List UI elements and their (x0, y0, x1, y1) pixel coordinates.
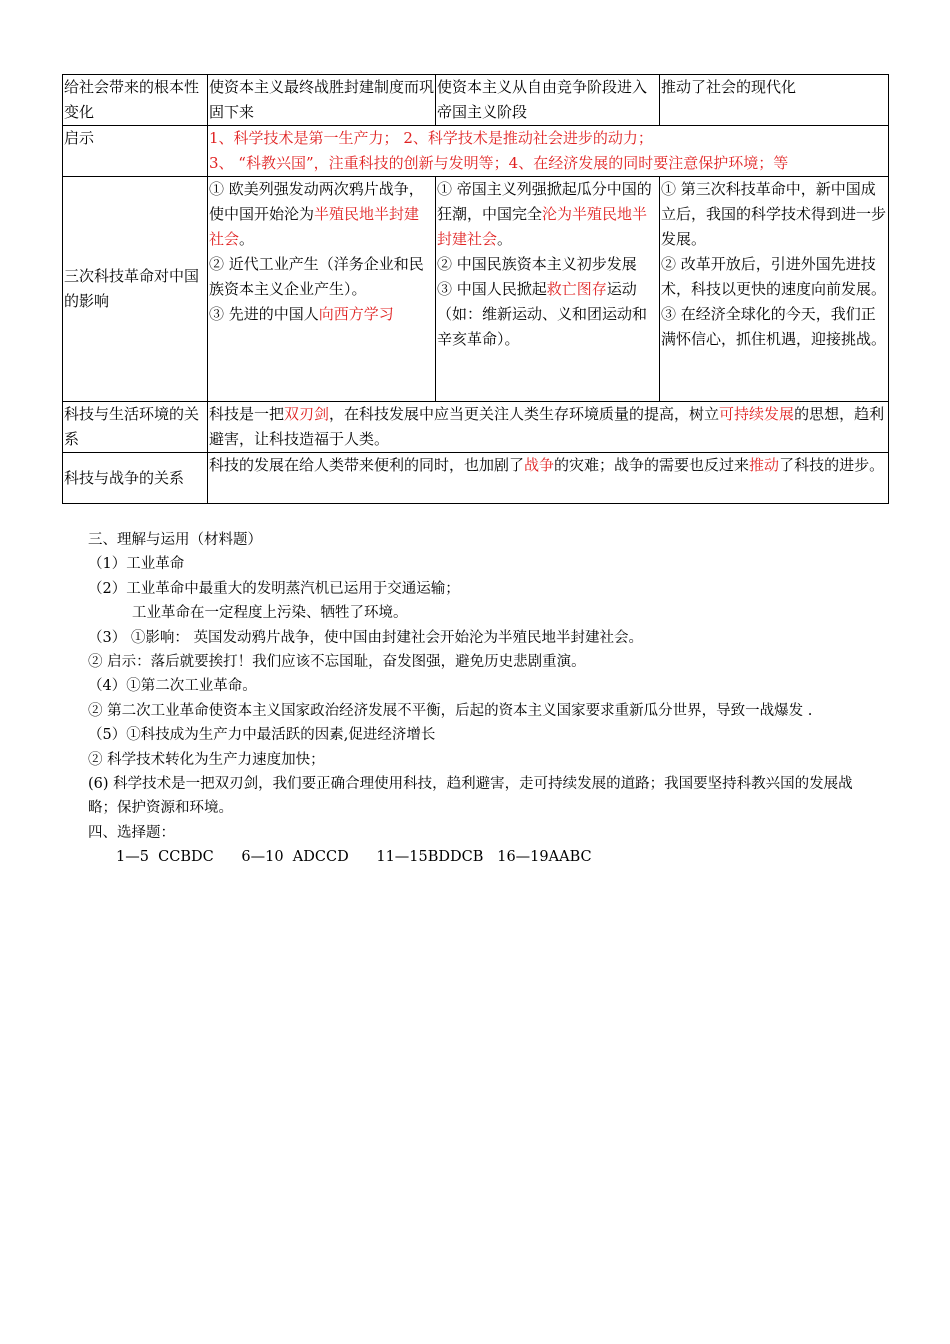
answer-section (88, 528, 878, 870)
row-label: 给社会带来的根本性变化 (63, 75, 208, 126)
text-span: 了科技的进步。 (779, 456, 885, 474)
section-heading: 四、选择题： (88, 824, 175, 841)
table-row (63, 126, 889, 177)
table-cell: 使资本主义从自由竞争阶段进入帝国主义阶段 (436, 75, 660, 126)
paragraph: ② 中国民族资本主义初步发展 (437, 255, 637, 273)
text-span: ③ 中国人民掀起 (437, 280, 547, 298)
insight-cell (208, 126, 889, 177)
table-row (63, 402, 889, 453)
highlight-text: 可持续发展 (719, 405, 795, 423)
paragraph (209, 302, 434, 327)
paragraph: ③ 在经济全球化的今天，我们正满怀信心，抓住机遇，迎接挑战。 (661, 305, 887, 348)
highlight-text: 战争 (524, 456, 555, 474)
paragraph: ① 第三次科技革命中，新中国成立后，我国的科学技术得到进一步发展。 (661, 180, 887, 248)
row-label: 三次科技革命对中国的影响 (63, 177, 208, 402)
table-cell (208, 402, 889, 453)
paragraph (209, 177, 434, 252)
summary-table (62, 74, 889, 504)
text-span: 的灾难；战争的需要也反过来 (554, 456, 750, 474)
text-span: ③ 先进的中国人 (209, 305, 319, 323)
text-span: 。 (239, 230, 255, 248)
paragraph: ② 改革开放后，引进外国先进技术，科技以更快的速度向前发展。 (661, 255, 887, 298)
table-cell: 推动了社会的现代化 (660, 75, 889, 126)
highlight-text: 推动 (749, 456, 780, 474)
section-heading: 三、理解与运用（材料题） (88, 532, 262, 548)
highlight-text: 救亡图存 (546, 280, 607, 298)
text-span: 的思想，趋利避害，让科技造福于人类。 (209, 405, 885, 448)
highlight-text: 向西方学习 (318, 305, 394, 323)
answer-line: （2）工业革命中最重大的发明蒸汽机已运用于交通运输； (88, 580, 460, 597)
table-cell (436, 177, 660, 402)
table-cell (208, 453, 889, 504)
row-label: 科技与生活环境的关系 (63, 402, 208, 453)
row-label: 科技与战争的关系 (63, 453, 208, 504)
highlight-text: 双刃剑 (284, 405, 330, 423)
answer-line: ② 科学技术转化为生产力速度加快； (88, 751, 325, 768)
answer-line: 工业革命在一定程度上污染、牺牲了环境。 (132, 605, 408, 622)
text-span: 。 (497, 230, 513, 248)
table-row (63, 75, 889, 126)
answer-line: ② 启示：落后就要挨打！我们应该不忘国耻，奋发图强，避免历史悲剧重演。 (88, 654, 586, 671)
insight-line: 3、 “科教兴国”，注重科技的创新与发明等；4、在经济发展的同时要注意保护环境；等 (209, 154, 789, 172)
answer-line: （1）工业革命 (88, 556, 185, 573)
answer-line: （3） ①影响： 英国发动鸦片战争，使中国由封建社会开始沦为半殖民地半封建社会。 (88, 629, 643, 646)
answer-line: （5）①科技成为生产力中最活跃的因素,促进经济增长 (88, 727, 436, 744)
answer-line: （4）①第二次工业革命。 (88, 678, 257, 695)
choice-answers: 1—5 CCBDC 6—10 ADCCD 11—15BDDCB 16—19AABC (116, 849, 592, 866)
highlight-text: 沦为半殖民地半封建社会 (437, 205, 648, 248)
text-span: 科技是一把 (209, 405, 285, 423)
answer-line: (6) 科学技术是一把双刃剑，我们要正确合理使用科技，趋利避害，走可持续发展的道路；我国要坚持科教兴国的发展战略；保护资源和环境。 (88, 776, 853, 817)
row-label: 启示 (63, 126, 208, 177)
insight-line: 1、科学技术是第一生产力； 2、科学技术是推动社会进步的动力； (209, 129, 653, 147)
text-span: ① 欧美列强发动两次鸦片战争，使中国开始沦为 (209, 180, 424, 223)
table-cell: 使资本主义最终战胜封建制度而巩固下来 (208, 75, 436, 126)
answer-line: ② 第二次工业革命使资本主义国家政治经济发展不平衡，后起的资本主义国家要求重新瓜分世界，导致一战爆发 . (88, 702, 813, 719)
paragraph: ② 近代工业产生（洋务企业和民族资本主义企业产生）。 (209, 255, 424, 298)
table-row (63, 453, 889, 504)
text-span: ，在科技发展中应当更关注人类生存环境质量的提高，树立 (329, 405, 720, 423)
table-row (63, 177, 889, 402)
text-span: ① 帝国主义列强掀起瓜分中国的狂潮，中国完全 (437, 180, 652, 223)
paragraph (437, 177, 658, 252)
paragraph (437, 277, 658, 352)
text-span: 运动（如：维新运动、义和团运动和辛亥革命）。 (437, 280, 648, 348)
highlight-text: 半殖民地半封建社会 (209, 205, 420, 248)
table-cell (660, 177, 889, 402)
text-span: 科技的发展在给人类带来便利的同时，也加剧了 (209, 456, 525, 474)
table-cell (208, 177, 436, 402)
